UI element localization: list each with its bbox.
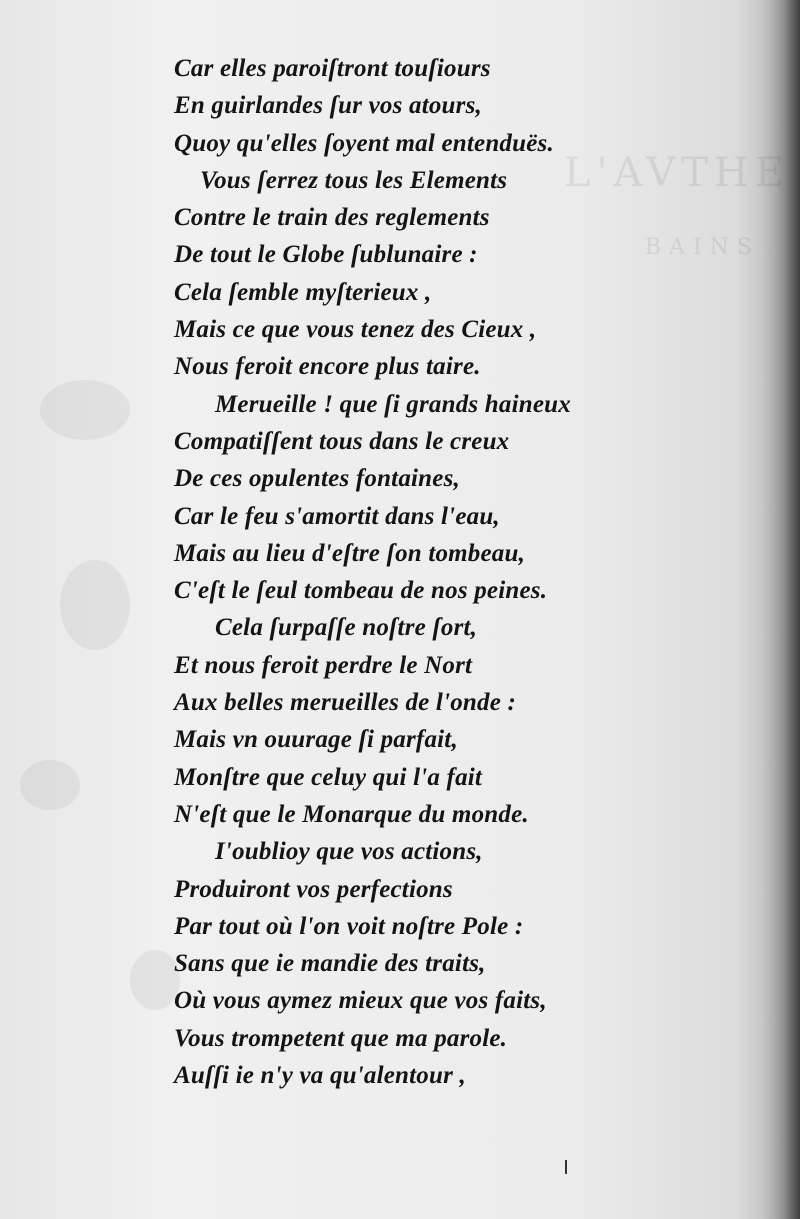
poem-line: De tout le Globe ſublunaire : [174,241,478,269]
poem-line: Auſſi ie n'y va qu'alentour , [174,1062,466,1090]
poem-line: Quoy qu'elles ſoyent mal entenduës. [174,129,554,157]
poem-line: Contre le train des reglements [174,204,490,232]
poem-line: Mais ce que vous tenez des Cieux , [174,316,537,344]
book-gutter-shadow [762,0,800,1219]
poem-line: Mais vn ouurage ſi parfait, [174,726,458,754]
poem-line: Sans que ie mandie des traits, [174,950,486,978]
poem-line: N'eſt que le Monarque du monde. [174,800,529,828]
poem-line: Où vous aymez mieux que vos faits, [174,987,547,1015]
poem-line: Car le feu s'amortit dans l'eau, [174,502,500,530]
poem-line: Vous ſerrez tous les Elements [200,166,508,194]
poem-line: Cela ſurpaſſe noſtre ſort, [215,614,478,642]
poem-text [170,50,730,1094]
poem-line: I'oublioy que vos actions, [215,838,483,866]
paper-stain [40,380,130,440]
paper-stain [60,560,130,650]
poem-line: Nous feroit encore plus taire. [174,353,481,381]
poem-line: Monſtre que celuy qui l'a fait [174,763,483,791]
poem-line: Cela ſemble myſterieux , [174,278,432,306]
paper-stain [20,760,80,810]
poem-line: De ces opulentes fontaines, [174,465,460,493]
poem-line: Compatiſſent tous dans le creux [174,427,510,455]
show-through-ornament: L'AVTHE [563,150,790,196]
poem-line: Car elles paroiſtront touſiours [174,55,491,82]
poem-line: Par tout où l'on voit noſtre Pole : [174,912,524,940]
poem-line: Aux belles merueilles de l'onde : [174,689,516,717]
poem-line: Merueille ! que ſi grands haineux [215,390,571,418]
poem-line: Mais au lieu d'eſtre ſon tombeau, [174,539,526,567]
printer-mark [565,1160,567,1174]
poem-line: Vous trompetent que ma parole. [174,1024,508,1052]
show-through-ornament-sub: BAINS [644,235,760,260]
poem-line: Et nous feroit perdre le Nort [174,651,473,679]
poem-line: C'eſt le ſeul tombeau de nos peines. [174,577,548,605]
poem-line: En guirlandes ſur vos atours, [174,92,482,120]
poem-line: Produiront vos perfections [174,875,453,903]
